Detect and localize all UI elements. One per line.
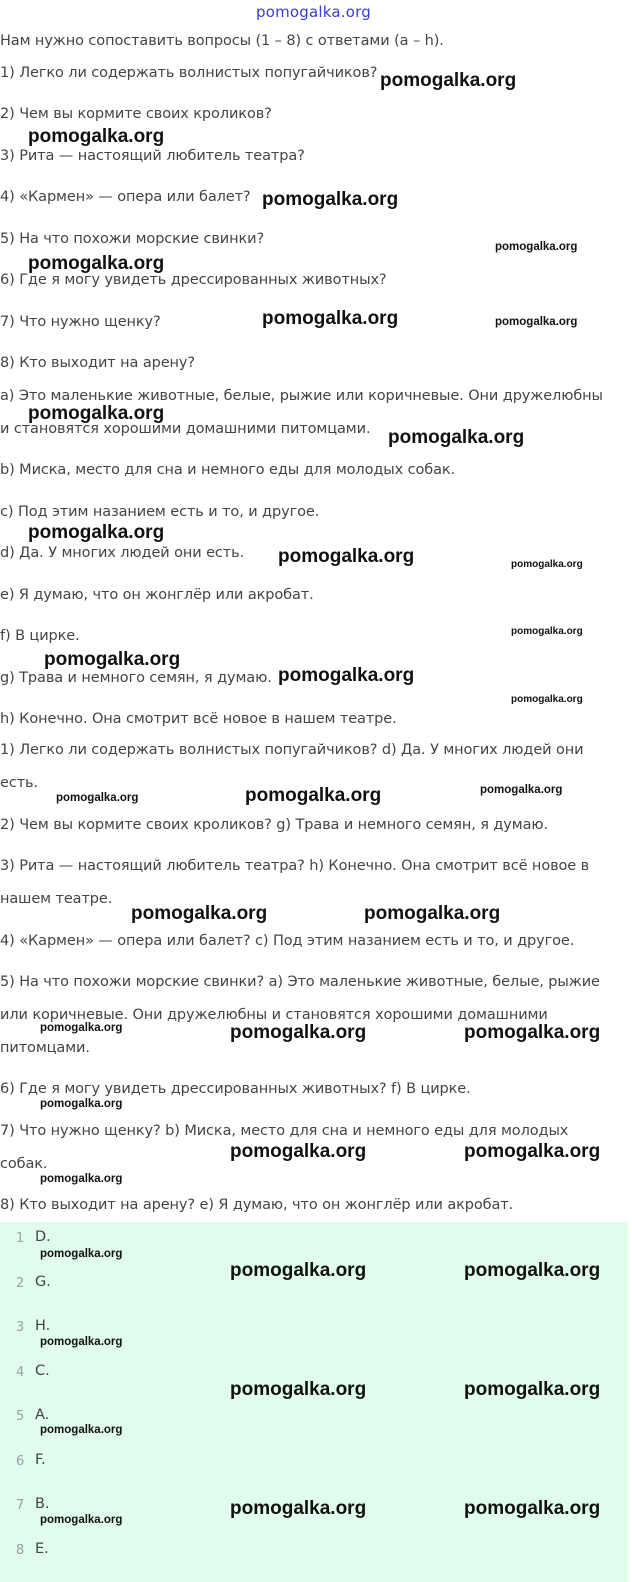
watermark: pomogalka.org: [380, 70, 517, 91]
match-2: 2) Чем вы кормите своих кроликов? g) Трава и немного семян, я думаю.: [0, 817, 548, 833]
watermark: pomogalka.org: [40, 1173, 123, 1185]
answer-letter: H.: [35, 1318, 51, 1334]
watermark: pomogalka.org: [511, 626, 583, 637]
question-4: 4) «Кармен» — опера или балет?: [0, 189, 251, 205]
option-e: e) Я думаю, что он жонглёр или акробат.: [0, 587, 314, 603]
match-5-line1: 5) На что похожи морские свинки? a) Это маленькие животные, белые, рыжие: [0, 974, 600, 990]
match-3-line2: нашем театре.: [0, 891, 113, 907]
watermark: pomogalka.org: [44, 649, 181, 670]
watermark: pomogalka.org: [262, 189, 399, 210]
watermark: pomogalka.org: [230, 1260, 367, 1281]
answer-letter: B.: [35, 1496, 50, 1512]
watermark: pomogalka.org: [511, 694, 583, 705]
watermark: pomogalka.org: [40, 1336, 123, 1348]
watermark: pomogalka.org: [40, 1514, 123, 1526]
option-d: d) Да. У многих людей они есть.: [0, 545, 245, 561]
watermark: pomogalka.org: [230, 1141, 367, 1162]
watermark: pomogalka.org: [28, 126, 165, 147]
option-b: b) Миска, место для сна и немного еды для молодых собак.: [0, 462, 456, 478]
match-8: 8) Кто выходит на арену? e) Я думаю, что он жонглёр или акробат.: [0, 1197, 514, 1213]
watermark: pomogalka.org: [262, 308, 399, 329]
option-a-line2: и становятся хорошими домашними питомцами.: [0, 421, 371, 437]
watermark: pomogalka.org: [495, 316, 578, 328]
question-2: 2) Чем вы кормите своих кроликов?: [0, 106, 272, 122]
watermark: pomogalka.org: [511, 559, 583, 570]
match-1-line1: 1) Легко ли содержать волнистых попугайчиков? d) Да. У многих людей они: [0, 742, 584, 758]
answer-number: 7: [16, 1498, 25, 1513]
question-7: 7) Что нужно щенку?: [0, 314, 161, 330]
answer-number: 6: [16, 1454, 25, 1469]
watermark: pomogalka.org: [40, 1424, 123, 1436]
watermark: pomogalka.org: [230, 1379, 367, 1400]
watermark: pomogalka.org: [464, 1022, 601, 1043]
match-7-line1: 7) Что нужно щенку? b) Миска, место для сна и немного еды для молодых: [0, 1123, 569, 1139]
answer-letter: A.: [35, 1407, 50, 1423]
watermark: pomogalka.org: [40, 1098, 123, 1110]
watermark: pomogalka.org: [40, 1022, 123, 1034]
match-6: 6) Где я могу увидеть дрессированных животных? f) В цирке.: [0, 1081, 471, 1097]
intro-text: Нам нужно сопоставить вопросы (1 – 8) с ответами (a – h).: [0, 33, 444, 49]
answer-number: 4: [16, 1365, 25, 1380]
question-1: 1) Легко ли содержать волнистых попугайчиков?: [0, 65, 378, 81]
option-c: c) Под этим назанием есть и то, и другое.: [0, 504, 320, 520]
watermark: pomogalka.org: [230, 1022, 367, 1043]
answer-letter: G.: [35, 1274, 51, 1290]
answer-letter: E.: [35, 1541, 49, 1557]
match-7-line2: собак.: [0, 1156, 48, 1172]
watermark: pomogalka.org: [480, 784, 563, 796]
answer-letter: D.: [35, 1229, 51, 1245]
answer-letter: F.: [35, 1452, 46, 1468]
answer-number: 2: [16, 1276, 25, 1291]
watermark: pomogalka.org: [464, 1379, 601, 1400]
question-5: 5) На что похожи морские свинки?: [0, 231, 265, 247]
watermark: pomogalka.org: [28, 522, 165, 543]
watermark: pomogalka.org: [28, 253, 165, 274]
watermark: pomogalka.org: [56, 792, 139, 804]
option-f: f) В цирке.: [0, 628, 80, 644]
match-5-line3: питомцами.: [0, 1040, 90, 1056]
question-3: 3) Рита — настоящий любитель театра?: [0, 148, 305, 164]
watermark: pomogalka.org: [464, 1260, 601, 1281]
watermark: pomogalka.org: [40, 1248, 123, 1260]
watermark: pomogalka.org: [464, 1141, 601, 1162]
watermark: pomogalka.org: [495, 241, 578, 253]
answer-letter: C.: [35, 1363, 50, 1379]
watermark: pomogalka.org: [464, 1498, 601, 1519]
match-3-line1: 3) Рита — настоящий любитель театра? h) Конечно. Она смотрит всё новое в: [0, 858, 590, 874]
watermark: pomogalka.org: [278, 546, 415, 567]
watermark: pomogalka.org: [28, 403, 165, 424]
match-1-line2: есть.: [0, 775, 38, 791]
site-title-link[interactable]: pomogalka.org: [256, 3, 371, 21]
question-8: 8) Кто выходит на арену?: [0, 355, 196, 371]
match-4: 4) «Кармен» — опера или балет? c) Под этим назанием есть и то, и другое.: [0, 933, 575, 949]
answer-number: 1: [16, 1231, 25, 1246]
option-h: h) Конечно. Она смотрит всё новое в нашем театре.: [0, 711, 397, 727]
option-g: g) Трава и немного семян, я думаю.: [0, 670, 272, 686]
watermark: pomogalka.org: [230, 1498, 367, 1519]
answer-number: 8: [16, 1543, 25, 1558]
match-5-line2: или коричневые. Они дружелюбны и становятся хорошими домашними: [0, 1007, 548, 1023]
watermark: pomogalka.org: [364, 903, 501, 924]
watermark: pomogalka.org: [388, 427, 525, 448]
answer-number: 3: [16, 1320, 25, 1335]
question-6: 6) Где я могу увидеть дрессированных животных?: [0, 272, 387, 288]
watermark: pomogalka.org: [131, 903, 268, 924]
watermark: pomogalka.org: [245, 785, 382, 806]
watermark: pomogalka.org: [278, 665, 415, 686]
answer-number: 5: [16, 1409, 25, 1424]
option-a-line1: a) Это маленькие животные, белые, рыжие или коричневые. Они дружелюбны: [0, 388, 603, 404]
